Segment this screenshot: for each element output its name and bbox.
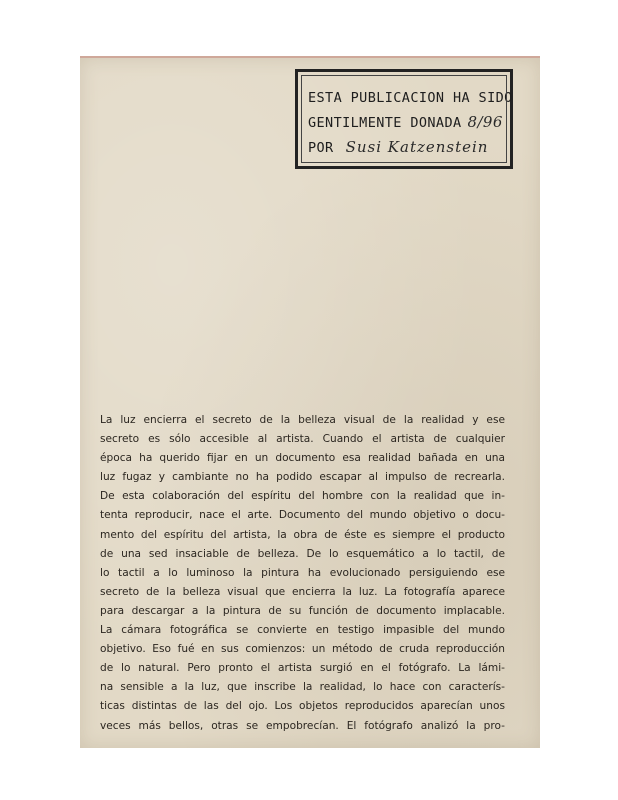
body-paragraph (100, 411, 505, 736)
stamp-handwritten-date: 8/96 (467, 113, 503, 131)
text-line: objetivo. Eso fué en sus comienzos: un método de cruda reproducción (100, 643, 505, 656)
stamp-line-3-text: POR (308, 140, 334, 156)
text-line: de una sed insaciable de belleza. De lo esquemático a lo tactil, de (100, 547, 505, 560)
text-line: La cámara fotográfica se convierte en testigo impasible del mundo (100, 624, 505, 637)
stamp-line-2-text: GENTILMENTE DONADA (308, 115, 462, 131)
text-line: tenta reproducir, nace el arte. Documento del mundo objetivo o docu- (100, 509, 505, 522)
text-line: luz fugaz y cambiante no ha podido escapar al impulso de recrearla. (100, 471, 505, 484)
text-line: La luz encierra el secreto de la belleza visual de la realidad y ese (100, 414, 505, 426)
text-line: de lo natural. Pero pronto el artista surgió en el fotógrafo. La lámi- (100, 662, 505, 675)
text-line: secreto es sólo accesible al artista. Cuando el artista de cualquier (100, 433, 505, 446)
text-line: secreto de la belleza visual que encierra la luz. La fotografía aparece (100, 585, 505, 598)
donation-stamp (295, 69, 513, 169)
text-line: na sensible a la luz, que inscribe la realidad, lo hace con caracterís- (100, 681, 505, 694)
stamp-handwritten-name: Susi Katzenstein (345, 138, 489, 156)
text-line: De esta colaboración del espíritu del hombre con la realidad que in- (100, 490, 505, 503)
stamp-line-2 (308, 110, 510, 135)
text-line: lo tactil a lo luminoso la pintura ha evolucionado persiguiendo ese (100, 566, 505, 579)
text-line: mento del espíritu del artista, la obra de éste es siempre el producto (100, 528, 505, 541)
text-line: ticas distintas de las del ojo. Los objetos reproducidos aparecían unos (100, 700, 505, 713)
stamp-line-1-text: ESTA PUBLICACION HA SIDO (308, 90, 513, 106)
text-line: para descargar a la pintura de su función de documento implacable. (100, 604, 505, 617)
stamp-line-1 (308, 86, 513, 110)
text-line: época ha querido fijar en un documento esa realidad bañada en una (100, 452, 505, 465)
stamp-line-3 (308, 135, 510, 160)
text-line: veces más bellos, otras se empobrecían. El fotógrafo analizó la pro- (100, 719, 505, 732)
